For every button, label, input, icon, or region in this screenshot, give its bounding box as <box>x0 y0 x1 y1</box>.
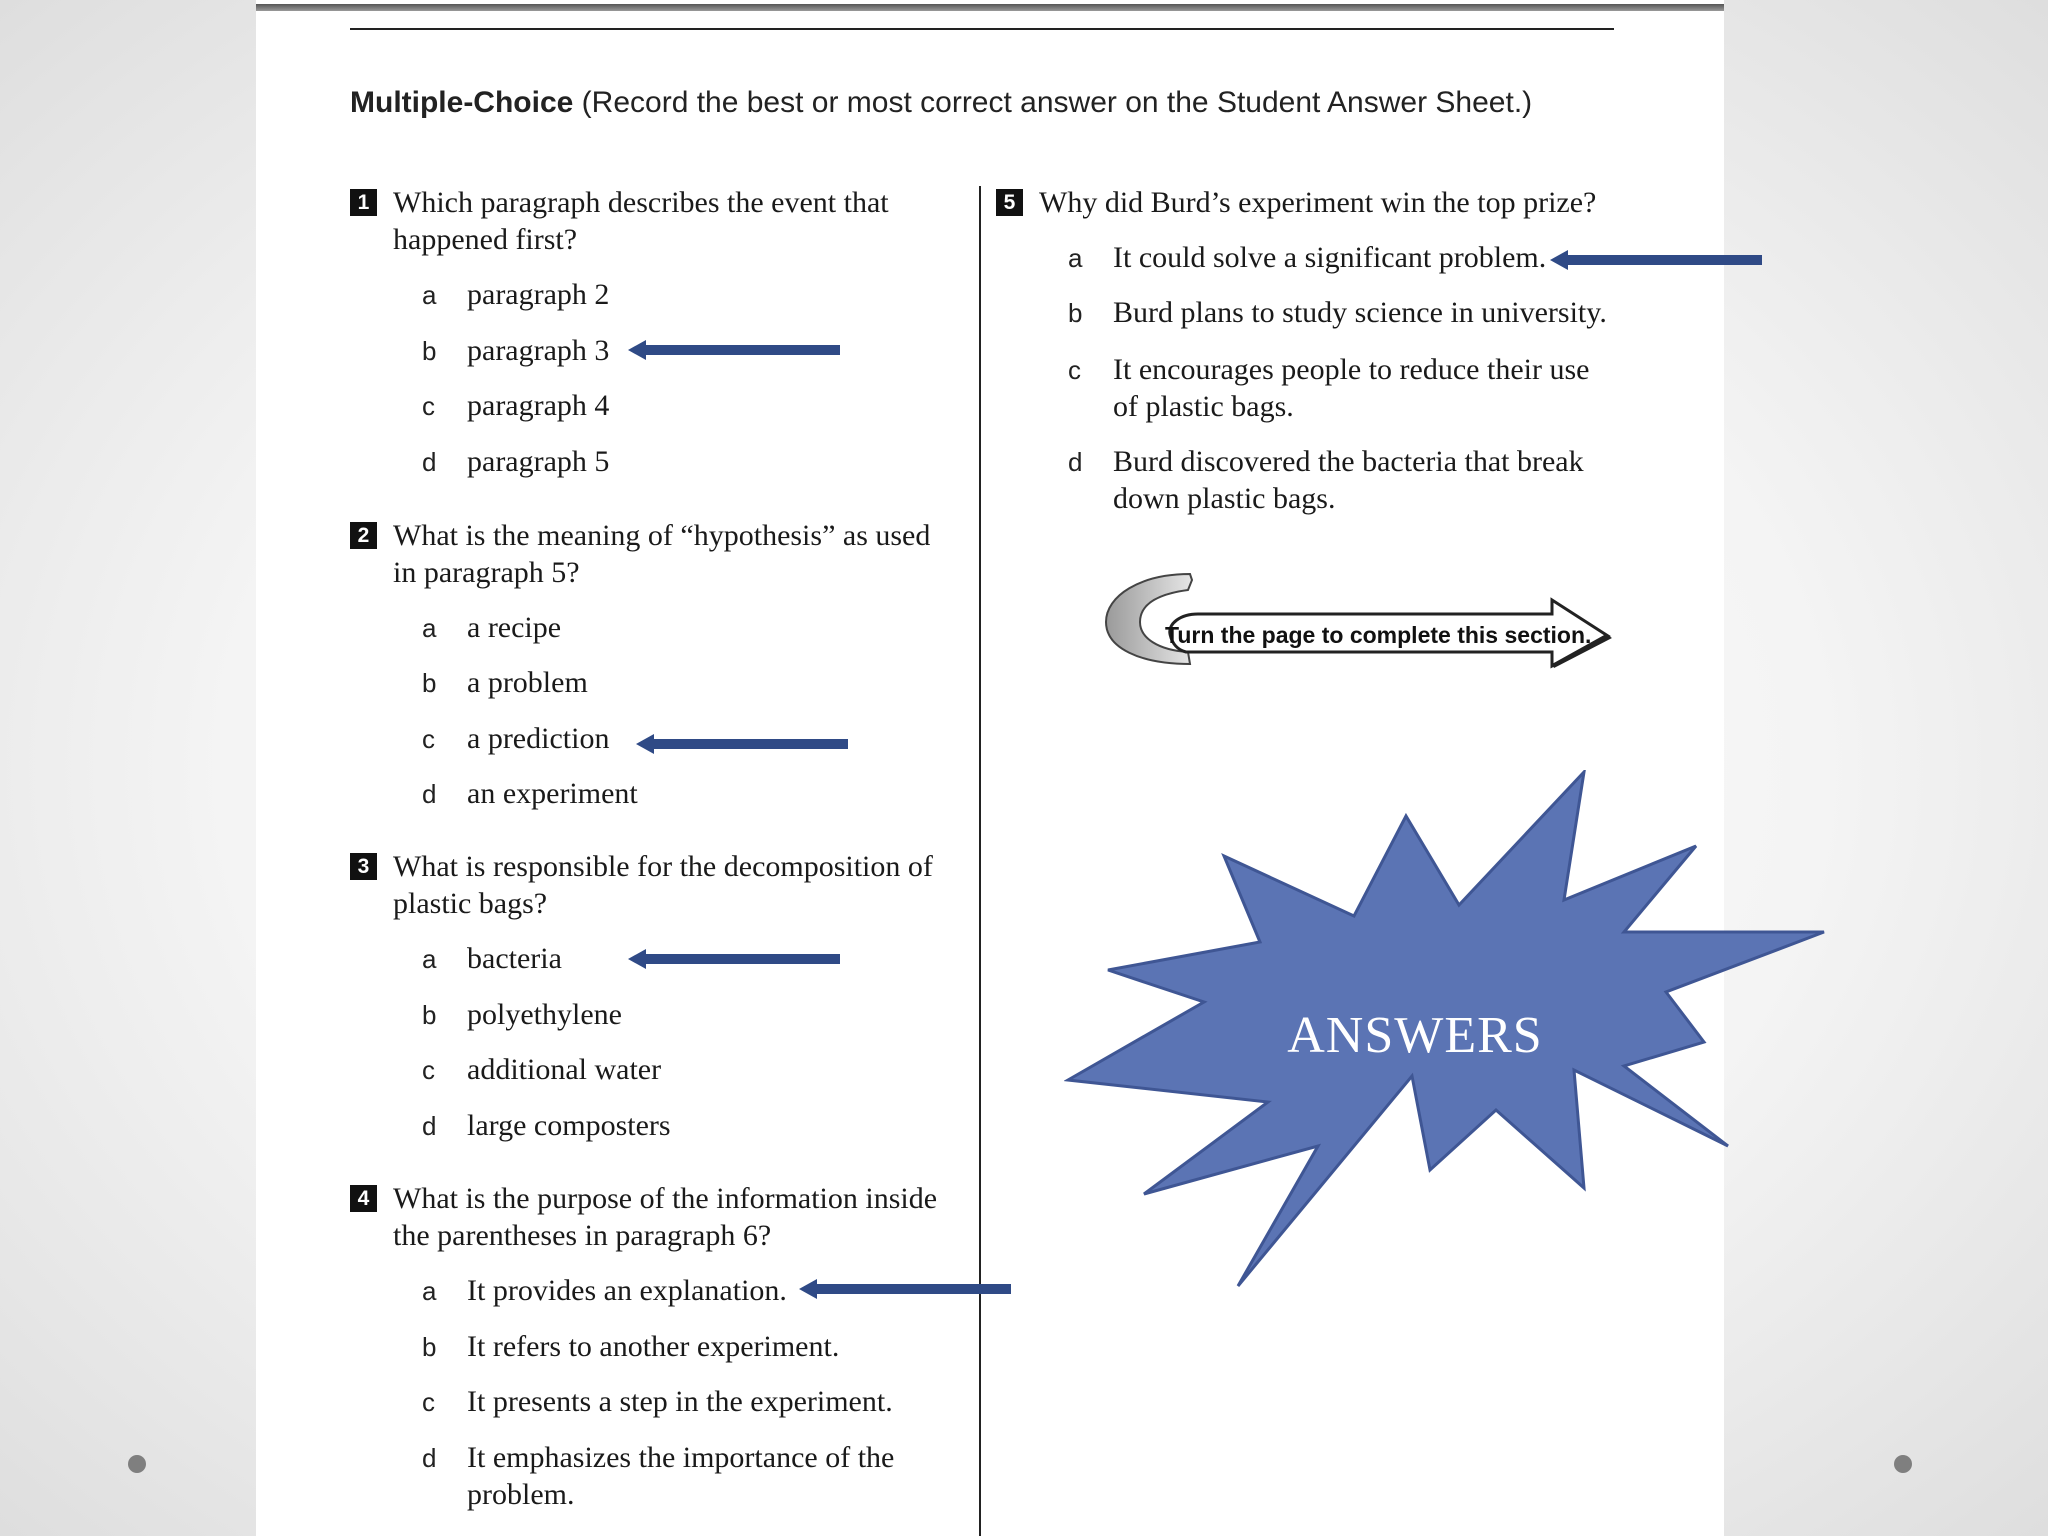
question-number-badge: 2 <box>350 522 377 549</box>
option-letter: c <box>1068 355 1081 385</box>
option-letter: a <box>422 1276 437 1306</box>
option-text: problem. <box>467 1478 575 1511</box>
answers-label: ANSWERS <box>1287 1007 1543 1064</box>
answer-arrow-icon <box>626 338 842 362</box>
option-letter: d <box>422 447 437 477</box>
option-letter: b <box>422 1000 437 1030</box>
option-text: It provides an explanation. <box>467 1274 787 1307</box>
option-text: It could solve a significant problem. <box>1113 241 1547 274</box>
option-letter: d <box>1068 447 1083 477</box>
option-text: It refers to another experiment. <box>467 1330 840 1363</box>
option-letter: c <box>422 1387 435 1417</box>
answer-arrow-icon <box>626 947 842 971</box>
option-letter: a <box>422 944 437 974</box>
option-text: additional water <box>467 1053 662 1086</box>
question-text: Why did Burd’s experiment win the top prize? <box>1039 186 1597 219</box>
option-letter: d <box>422 779 437 809</box>
question-text: What is the purpose of the information inside <box>393 1182 938 1215</box>
slide-bullet-icon <box>128 1455 146 1473</box>
section-heading-bold: Multiple-Choice <box>350 86 574 119</box>
option-text: down plastic bags. <box>1113 482 1336 515</box>
question-number-badge: 4 <box>350 1185 377 1212</box>
column-divider <box>979 186 981 1536</box>
option-letter: a <box>422 280 437 310</box>
option-letter: b <box>422 668 437 698</box>
answer-arrow-icon <box>634 732 850 756</box>
section-heading-instructions: (Record the best or most correct answer on the Student Answer Sheet.) <box>573 86 1533 119</box>
option-text: Burd discovered the bacteria that break <box>1113 445 1584 478</box>
option-letter: a <box>1068 243 1083 273</box>
question-text: What is the meaning of “hypothesis” as used <box>393 519 931 552</box>
turn-page-text: Turn the page to complete this section. <box>1165 622 1592 648</box>
slide-bullet-icon <box>1894 1455 1912 1473</box>
question-number-badge: 5 <box>996 189 1023 216</box>
option-letter: c <box>422 391 435 421</box>
option-text: large composters <box>467 1109 671 1142</box>
option-text: It encourages people to reduce their use <box>1113 353 1590 386</box>
option-text: paragraph 5 <box>467 445 610 478</box>
option-text: of plastic bags. <box>1113 390 1294 423</box>
option-letter: a <box>422 613 437 643</box>
header-rule <box>350 28 1614 30</box>
question-text: Which paragraph describes the event that <box>393 186 889 219</box>
option-letter: d <box>422 1443 437 1473</box>
option-text: It emphasizes the importance of the <box>467 1441 895 1474</box>
question-text: happened first? <box>393 223 578 256</box>
option-text: paragraph 4 <box>467 389 610 422</box>
option-text: polyethylene <box>467 998 622 1031</box>
page-top-edge <box>256 4 1724 11</box>
section-heading <box>350 86 1532 120</box>
option-letter: b <box>422 336 437 366</box>
question-text: plastic bags? <box>393 887 548 920</box>
option-text: a prediction <box>467 722 610 755</box>
option-letter: c <box>422 724 435 754</box>
option-text: Burd plans to study science in university. <box>1113 296 1607 329</box>
question-number-badge: 1 <box>350 189 377 216</box>
answer-arrow-icon <box>797 1277 1013 1301</box>
option-text: bacteria <box>467 942 562 975</box>
option-text: a recipe <box>467 611 562 644</box>
question-text: in paragraph 5? <box>393 556 580 589</box>
option-letter: b <box>1068 298 1083 328</box>
answer-arrow-icon <box>1548 248 1764 272</box>
question-text: What is responsible for the decomposition of <box>393 850 933 883</box>
option-text: an experiment <box>467 777 638 810</box>
question-text: the parentheses in paragraph 6? <box>393 1219 772 1252</box>
option-letter: d <box>422 1111 437 1141</box>
option-text: It presents a step in the experiment. <box>467 1385 893 1418</box>
option-letter: b <box>422 1332 437 1362</box>
option-text: paragraph 2 <box>467 278 610 311</box>
option-text: paragraph 3 <box>467 334 610 367</box>
option-letter: c <box>422 1055 435 1085</box>
question-number-badge: 3 <box>350 853 377 880</box>
option-text: a problem <box>467 666 588 699</box>
